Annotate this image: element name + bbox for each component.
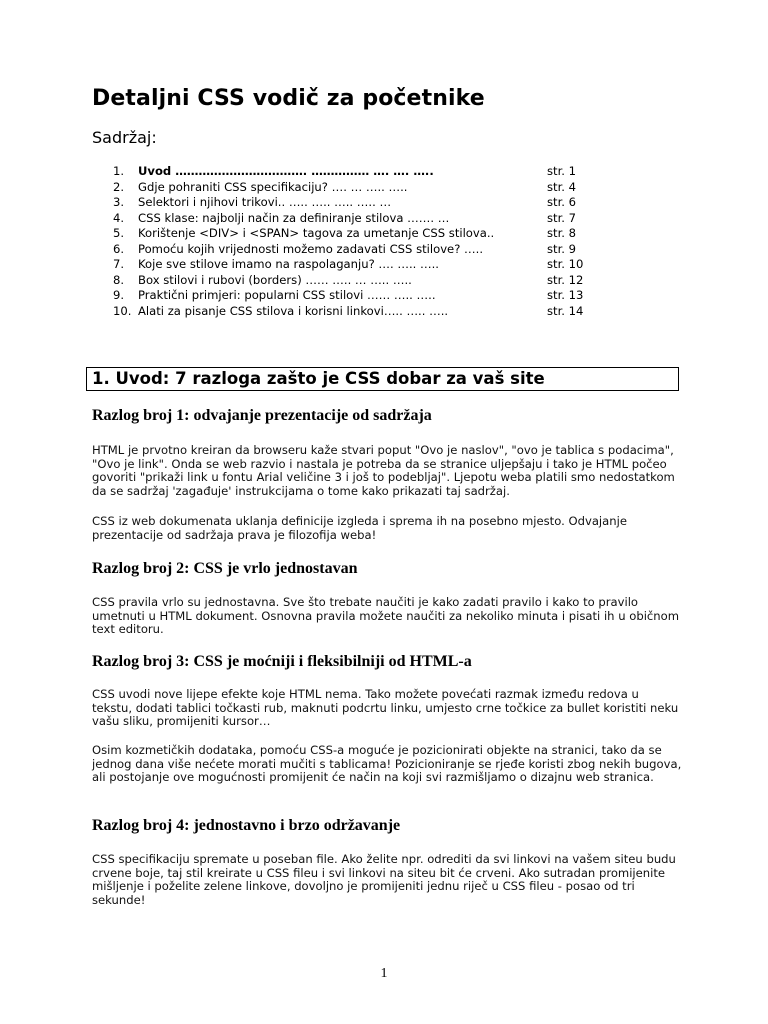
page-number: 1: [380, 966, 388, 981]
toc-item-title: Box stilovi i rubovi (borders) …… ….. … ….. …..: [138, 272, 412, 287]
toc-item[interactable]: [113, 257, 633, 273]
toc-item-title: Pomoću kojih vrijednosti možemo zadavati CSS stilove? …..: [138, 241, 483, 256]
reason-paragraph: HTML je prvotno kreiran da browseru kaže stvari poput "Ovo je naslov", "ovo je tablica s podacima", "Ovo je link". Onda se web razvio i nastala je potreba da se stranice uljepšaju i tako je HTML počeo govoriti "prikaži link u fontu Arial veličine 3 i još to podebljaj". Ljepotu weba platili smo nedostatkom da se sadržaj 'zagađuje' instrukcijama o tome kako prikazati taj sadržaj.: [92, 443, 675, 498]
toc-item-number: 10.: [113, 303, 132, 318]
reason-paragraph: CSS pravila vrlo su jednostavna. Sve što trebate naučiti je kako zadati pravilo i kako to pravilo umetnuti u HTML dokument. Osnovna pravila možete naučiti za nekoliko minuta i pisati ih u običnom text editoru.: [92, 595, 680, 637]
toc-item-page: str. 14: [547, 303, 584, 318]
toc-item[interactable]: [113, 211, 633, 227]
toc-item-page: str. 1: [547, 164, 577, 178]
toc-item[interactable]: [113, 288, 633, 304]
reason-paragraph: CSS iz web dokumenata uklanja definicije izgleda i sprema ih na posebno mjesto. Odvajanje prezentacije od sadržaja prava je filozofija weba!: [92, 514, 627, 542]
toc-item-page: str. 7: [547, 210, 577, 225]
toc-item-title: Koje sve stilove imamo na raspolaganju? …. ….. …..: [138, 257, 439, 271]
reason-heading: Razlog broj 3: CSS je moćniji i fleksibilniji od HTML-a: [92, 653, 472, 670]
toc-item-page: str. 10: [547, 257, 584, 271]
toc-item-title: Praktični primjeri: popularni CSS stilovi …… ….. …..: [138, 288, 436, 302]
toc-item-title: Korištenje <DIV> i <SPAN> tagova za umetanje CSS stilova..: [138, 226, 495, 240]
section-heading-box: [86, 367, 679, 391]
toc-item[interactable]: [113, 273, 633, 289]
reason-heading: Razlog broj 2: CSS je vrlo jednostavan: [92, 560, 358, 577]
toc-item[interactable]: [113, 304, 633, 320]
toc-item-page: str. 6: [547, 195, 577, 209]
toc-item[interactable]: [113, 242, 633, 258]
toc-item-title: Uvod ……………………………. …………… …. …. …..: [138, 164, 434, 178]
reason-heading: Razlog broj 4: jednostavno i brzo održavanje: [92, 817, 401, 834]
toc-item[interactable]: [113, 180, 633, 196]
toc-item[interactable]: [113, 164, 633, 180]
toc-item-page: str. 9: [547, 241, 577, 256]
toc-item-title: Alati za pisanje CSS stilova i korisni linkovi….. ….. …..: [138, 303, 449, 318]
toc-item-page: str. 13: [547, 288, 584, 302]
section-title: 1. Uvod: 7 razloga zašto je CSS dobar za vaš site: [92, 369, 545, 388]
toc-item-number: 3.: [113, 195, 125, 209]
toc-item-number: 2.: [113, 179, 125, 194]
toc-item-page: str. 4: [547, 179, 577, 194]
toc-item-number: 5.: [113, 226, 125, 240]
toc-item-number: 8.: [113, 272, 125, 287]
toc-item-number: 1.: [113, 164, 125, 178]
toc-item-number: 6.: [113, 241, 125, 256]
reason-paragraph: Osim kozmetičkih dodataka, pomoću CSS-a moguće je pozicionirati objekte na stranici, tako da se jednog dana više nećete morati mučiti s tablicama! Pozicioniranje se rjeđe koristi zbog nekih bugova, ali postojanje ove mogućnosti promijenit će način na koji svi razmišljamo o dizajnu web stranica.: [92, 743, 682, 785]
toc-item[interactable]: [113, 195, 633, 211]
reason-paragraph: CSS specifikaciju spremate u poseban file. Ako želite npr. odrediti da svi linkovi na vašem siteu budu crvene boje, taj stil kreirate u CSS fileu i svi linkovi na siteu bit će crveni. Ako sutradan promijenite mišljenje i poželite zelene linkove, dovoljno je promijeniti jednu riječ u CSS fileu - posao od tri sekunde!: [92, 852, 676, 907]
toc-item-number: 9.: [113, 288, 125, 302]
table-of-contents: [113, 164, 633, 319]
toc-item-title: CSS klase: najbolji način za definiranje stilova ……. …: [138, 210, 450, 225]
toc-item-title: Gdje pohraniti CSS specifikaciju? …. … ….. …..: [138, 179, 408, 194]
reason-paragraph: CSS uvodi nove lijepe efekte koje HTML nema. Tako možete povećati razmak između redova u tekstu, dodati tablici točkasti rub, maknuti podcrtu linku, umjesto crne točkice za bullet koristiti neku vašu sliku, promijeniti kursor…: [92, 687, 679, 729]
toc-item-page: str. 8: [547, 226, 577, 240]
toc-item-page: str. 12: [547, 272, 584, 287]
document-title: Detaljni CSS vodič za početnike: [92, 86, 485, 111]
toc-item-number: 7.: [113, 257, 125, 271]
reason-heading: Razlog broj 1: odvajanje prezentacije od sadržaja: [92, 407, 432, 424]
toc-item[interactable]: [113, 226, 633, 242]
toc-heading: Sadržaj:: [92, 128, 157, 147]
toc-item-title: Selektori i njihovi trikovi.. ….. ….. ….. ….. …: [138, 195, 392, 209]
toc-item-number: 4.: [113, 210, 125, 225]
